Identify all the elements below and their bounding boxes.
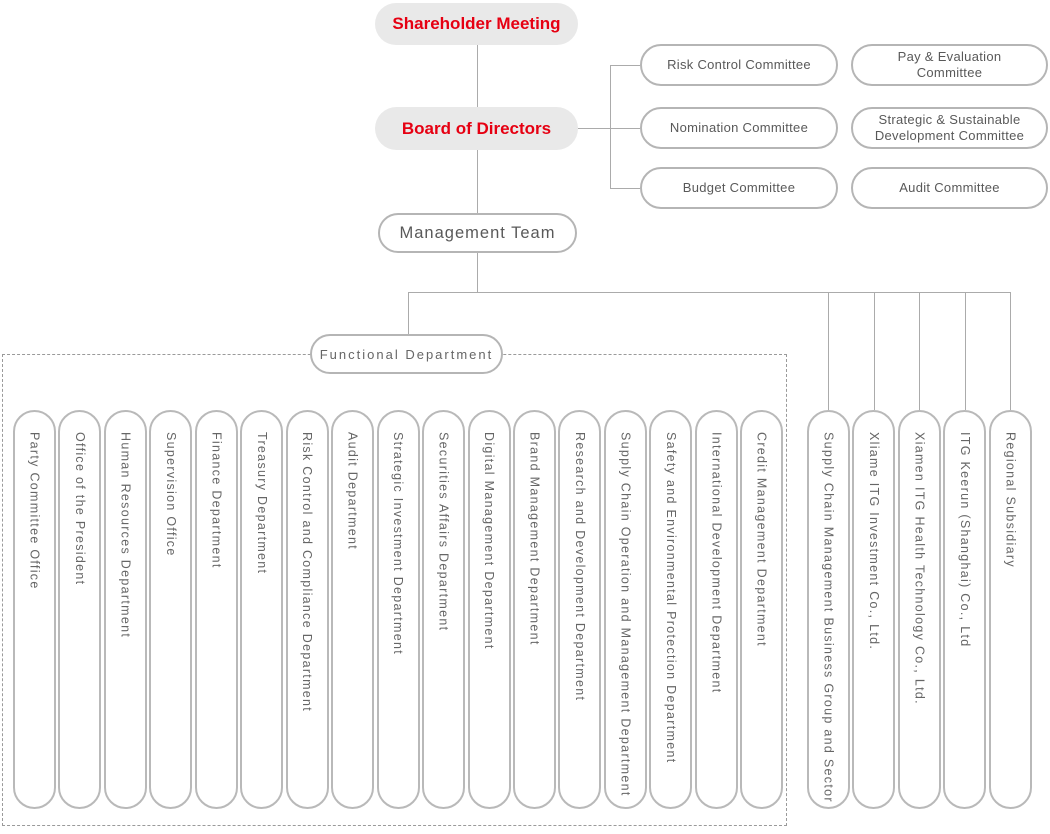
committee-label: Budget Committee: [682, 179, 796, 195]
functional-dept-pill-9: [422, 410, 465, 809]
subsidiary-pill-2: [898, 410, 941, 809]
committee-label: Audit Committee: [899, 179, 1000, 195]
committee-right-2: [851, 167, 1048, 209]
functional-dept-pill-0: [13, 410, 56, 809]
functional-dept-pill-8: [377, 410, 420, 809]
vertical-pill-label: Finance Department: [209, 432, 224, 569]
functional-dept-pill-5: [240, 410, 283, 809]
functional-department-label: Functional Department: [310, 334, 503, 374]
subsidiary-pill-3: [943, 410, 986, 809]
vertical-pill-label: Risk Control and Compliance Department: [300, 432, 315, 713]
vertical-pill-label: Treasury Department: [254, 432, 269, 575]
vertical-pill-label: International Development Department: [709, 432, 724, 694]
functional-dept-pill-2: [104, 410, 147, 809]
subsidiary-pill-0: [807, 410, 850, 809]
functional-dept-pill-13: [604, 410, 647, 809]
connector-trunk-functional: [408, 292, 409, 334]
functional-dept-pill-1: [58, 410, 101, 809]
vertical-pill-label: Strategic Investment Department: [391, 432, 406, 656]
vertical-pill-label: Xliame ITG Investment Co., Ltd.: [866, 432, 881, 651]
vertical-pill-label: Human Resources Department: [118, 432, 133, 639]
subsidiary-pill-1: [852, 410, 895, 809]
connector-committee-bracket: [610, 65, 611, 189]
vertical-pill-label: Supply Chain Management Business Group and Sector: [821, 432, 836, 803]
vertical-pill-label: Supervision Office: [163, 432, 178, 557]
shareholder-meeting-node: Shareholder Meeting: [375, 3, 578, 45]
vertical-pill-label: Xiamen ITG Health Technology Co., Ltd.: [912, 432, 927, 705]
functional-dept-pill-14: [649, 410, 692, 809]
vertical-pill-label: Safety and Environmental Protection Department: [663, 432, 678, 764]
functional-dept-pill-11: [513, 410, 556, 809]
vertical-pill-label: Party Committee Office: [27, 432, 42, 590]
vertical-pill-label: Digital Management Department: [482, 432, 496, 650]
committee-right-0: [851, 44, 1048, 86]
functional-dept-pill-12: [558, 410, 601, 809]
board-of-directors-node: Board of Directors: [375, 107, 578, 150]
connector-subsidiary-drop-3: [965, 292, 966, 410]
committee-left-2: [640, 167, 838, 209]
functional-dept-pill-6: [286, 410, 329, 809]
connector-board-committees: [578, 128, 640, 129]
connector-subsidiary-drop-2: [919, 292, 920, 410]
committee-label: Strategic & Sustainable Development Committee: [874, 111, 1025, 143]
functional-dept-pill-7: [331, 410, 374, 809]
connector-board-management: [477, 150, 478, 213]
vertical-pill-label: Securities Affairs Department: [436, 432, 451, 632]
committee-left-1: [640, 107, 838, 149]
functional-dept-pill-15: [695, 410, 738, 809]
vertical-pill-label: ITG Keerun (Shanghai) Co., Ltd: [957, 432, 972, 648]
committee-label: Nomination Committee: [669, 119, 809, 135]
functional-dept-pill-4: [195, 410, 238, 809]
connector-committee-stub-top: [610, 65, 640, 66]
connector-subsidiary-drop-0: [828, 292, 829, 410]
connector-subsidiary-drop-4: [1010, 292, 1011, 410]
vertical-pill-label: Office of the President: [72, 432, 87, 586]
functional-dept-pill-16: [740, 410, 783, 809]
vertical-pill-label: Brand Management Department: [527, 432, 542, 646]
functional-dept-pill-10: [468, 410, 511, 809]
connector-subsidiary-drop-1: [874, 292, 875, 410]
committee-label: Risk Control Committee: [667, 56, 811, 72]
vertical-pill-label: Supply Chain Operation and Management Department: [618, 432, 633, 797]
functional-dept-pill-3: [149, 410, 192, 809]
connector-shareholder-board: [477, 45, 478, 107]
committee-label: Pay & Evaluation Committee: [897, 48, 1002, 80]
subsidiary-pill-4: [989, 410, 1032, 809]
committee-left-0: [640, 44, 838, 86]
vertical-pill-label: Credit Management Department: [754, 432, 769, 647]
vertical-pill-label: Regional Subsidiary: [1003, 432, 1018, 568]
connector-management-trunk: [477, 253, 478, 292]
management-team-node: Management Team: [378, 213, 577, 253]
connector-committee-stub-bottom: [610, 188, 640, 189]
vertical-pill-label: Audit Department: [345, 432, 360, 551]
vertical-pill-label: Research and Development Department: [572, 432, 587, 702]
committee-right-1: [851, 107, 1048, 149]
